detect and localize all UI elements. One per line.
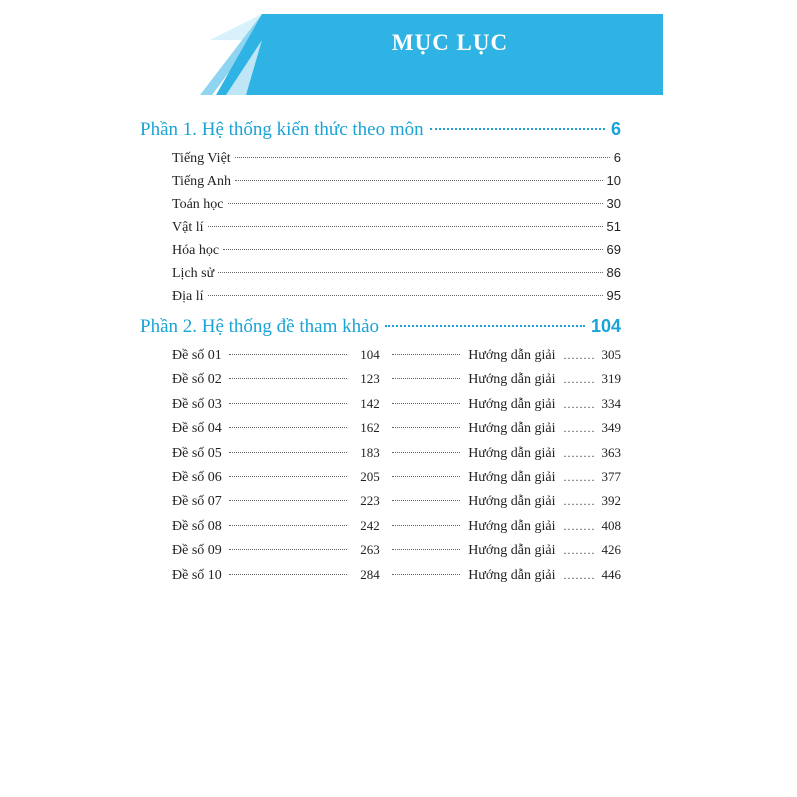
leader-dots bbox=[229, 500, 347, 501]
guide-page: 349 bbox=[601, 420, 621, 436]
guide-page: 446 bbox=[601, 566, 621, 582]
toc-page: 10 bbox=[606, 173, 621, 188]
leader-dots bbox=[392, 452, 461, 453]
part1-heading[interactable] bbox=[140, 112, 621, 146]
part1-page: 6 bbox=[610, 119, 621, 139]
exam-label: Đề số 01 bbox=[172, 348, 222, 363]
toc-page: 30 bbox=[606, 196, 621, 211]
guide-page: 392 bbox=[601, 493, 621, 509]
leader-dots bbox=[392, 500, 461, 501]
leader-dots: ........ bbox=[563, 396, 596, 411]
toc-row[interactable] bbox=[140, 215, 621, 238]
leader-dots bbox=[392, 378, 461, 379]
toc-row[interactable] bbox=[140, 261, 621, 284]
leader-dots: ........ bbox=[563, 445, 596, 460]
leader-dots: ........ bbox=[563, 348, 596, 362]
leader-dots bbox=[229, 452, 347, 453]
exam-row[interactable] bbox=[140, 465, 621, 489]
toc-label: Tiếng Việt bbox=[172, 151, 231, 166]
exam-label: Đề số 07 bbox=[172, 494, 222, 510]
leader-dots bbox=[235, 180, 603, 181]
leader-dots: ........ bbox=[563, 469, 596, 484]
leader-dots bbox=[208, 226, 603, 227]
exam-page: 183 bbox=[360, 444, 380, 460]
exam-label: Đề số 02 bbox=[172, 372, 222, 388]
toc-row[interactable] bbox=[140, 238, 621, 261]
guide-label: Hướng dẫn giải bbox=[468, 421, 556, 437]
leader-dots: ........ bbox=[563, 567, 596, 582]
guide-label: Hướng dẫn giải bbox=[468, 396, 556, 412]
part1-list bbox=[140, 146, 621, 307]
toc-page: 51 bbox=[606, 219, 621, 234]
toc-row[interactable] bbox=[140, 146, 621, 169]
exam-row[interactable] bbox=[140, 392, 621, 416]
leader-dots bbox=[392, 476, 461, 477]
exam-page: 142 bbox=[360, 395, 380, 411]
leader-dots: ........ bbox=[563, 518, 596, 533]
title-banner bbox=[0, 0, 797, 100]
leader-dots bbox=[229, 525, 347, 526]
leader-dots bbox=[392, 403, 461, 404]
toc-label: Hóa học bbox=[172, 243, 220, 258]
leader-dots bbox=[229, 403, 347, 404]
toc-label: Vật lí bbox=[172, 220, 204, 235]
toc-page: 69 bbox=[606, 242, 621, 257]
guide-label: Hướng dẫn giải bbox=[468, 445, 556, 461]
toc-label: Tiếng Anh bbox=[172, 174, 232, 189]
leader-dots bbox=[235, 157, 610, 158]
exam-label: Đề số 04 bbox=[172, 421, 222, 437]
exam-page: 223 bbox=[360, 493, 380, 509]
exam-row[interactable] bbox=[140, 514, 621, 538]
guide-label: Hướng dẫn giải bbox=[468, 494, 556, 510]
leader-dots bbox=[228, 203, 603, 204]
toc-label: Địa lí bbox=[172, 289, 204, 304]
guide-label: Hướng dẫn giải bbox=[468, 543, 556, 559]
toc-row[interactable] bbox=[140, 192, 621, 215]
guide-label: Hướng dẫn giải bbox=[468, 372, 556, 388]
leader-dots bbox=[229, 354, 347, 355]
leader-dots bbox=[392, 354, 461, 355]
toc-page: 95 bbox=[606, 288, 621, 303]
toc-row[interactable] bbox=[140, 169, 621, 192]
leader-dots: ........ bbox=[563, 494, 596, 509]
guide-page: 426 bbox=[601, 542, 621, 558]
toc-label: Lịch sử bbox=[172, 266, 215, 281]
part2-heading[interactable] bbox=[140, 309, 621, 343]
toc-page: 6 bbox=[613, 150, 621, 165]
leader-dots: ........ bbox=[563, 543, 596, 558]
exam-page: 205 bbox=[360, 468, 380, 484]
toc-row[interactable] bbox=[140, 284, 621, 307]
exam-row[interactable] bbox=[140, 416, 621, 440]
exam-label: Đề số 08 bbox=[172, 518, 222, 534]
exam-page: 263 bbox=[360, 542, 380, 558]
guide-label: Hướng dẫn giải bbox=[468, 348, 556, 363]
guide-page: 319 bbox=[601, 371, 621, 387]
guide-label: Hướng dẫn giải bbox=[468, 567, 556, 583]
guide-page: 363 bbox=[601, 444, 621, 460]
leader-dots bbox=[229, 549, 347, 550]
leader-dots bbox=[430, 128, 605, 130]
leader-dots: ........ bbox=[563, 421, 596, 436]
exam-label: Đề số 05 bbox=[172, 445, 222, 461]
toc-label: Toán học bbox=[172, 197, 224, 212]
guide-page: 305 bbox=[601, 347, 621, 362]
exam-page: 104 bbox=[360, 347, 380, 362]
leader-dots bbox=[229, 574, 347, 575]
page-title: MỤC LỤC bbox=[391, 30, 509, 55]
leader-dots bbox=[218, 272, 602, 273]
table-of-contents bbox=[140, 112, 621, 587]
leader-dots bbox=[392, 525, 461, 526]
leader-dots bbox=[223, 249, 602, 250]
leader-dots bbox=[385, 325, 585, 327]
leader-dots bbox=[229, 476, 347, 477]
exam-label: Đề số 06 bbox=[172, 469, 222, 485]
exam-row[interactable] bbox=[140, 538, 621, 562]
exam-row[interactable] bbox=[140, 367, 621, 391]
leader-dots bbox=[229, 427, 347, 428]
toc-page: 86 bbox=[606, 265, 621, 280]
exam-row[interactable] bbox=[140, 343, 621, 367]
leader-dots bbox=[208, 295, 603, 296]
exam-page: 242 bbox=[360, 517, 380, 533]
exam-label: Đề số 09 bbox=[172, 543, 222, 559]
exam-page: 162 bbox=[360, 420, 380, 436]
part2-list bbox=[140, 343, 621, 587]
guide-page: 408 bbox=[601, 517, 621, 533]
guide-page: 334 bbox=[601, 395, 621, 411]
exam-row[interactable] bbox=[140, 563, 621, 587]
exam-page: 284 bbox=[360, 566, 380, 582]
exam-page: 123 bbox=[360, 371, 380, 387]
exam-row[interactable] bbox=[140, 441, 621, 465]
exam-label: Đề số 10 bbox=[172, 567, 222, 583]
leader-dots bbox=[392, 427, 461, 428]
guide-page: 377 bbox=[601, 468, 621, 484]
leader-dots: ........ bbox=[563, 372, 596, 387]
exam-label: Đề số 03 bbox=[172, 396, 222, 412]
part2-title: Phần 2. Hệ thống đề tham khảo bbox=[140, 316, 380, 337]
exam-row[interactable] bbox=[140, 489, 621, 513]
guide-label: Hướng dẫn giải bbox=[468, 518, 556, 534]
guide-label: Hướng dẫn giải bbox=[468, 469, 556, 485]
leader-dots bbox=[392, 574, 461, 575]
leader-dots bbox=[392, 549, 461, 550]
leader-dots bbox=[229, 378, 347, 379]
part2-page: 104 bbox=[590, 316, 621, 336]
part1-title: Phần 1. Hệ thống kiến thức theo môn bbox=[140, 119, 424, 140]
